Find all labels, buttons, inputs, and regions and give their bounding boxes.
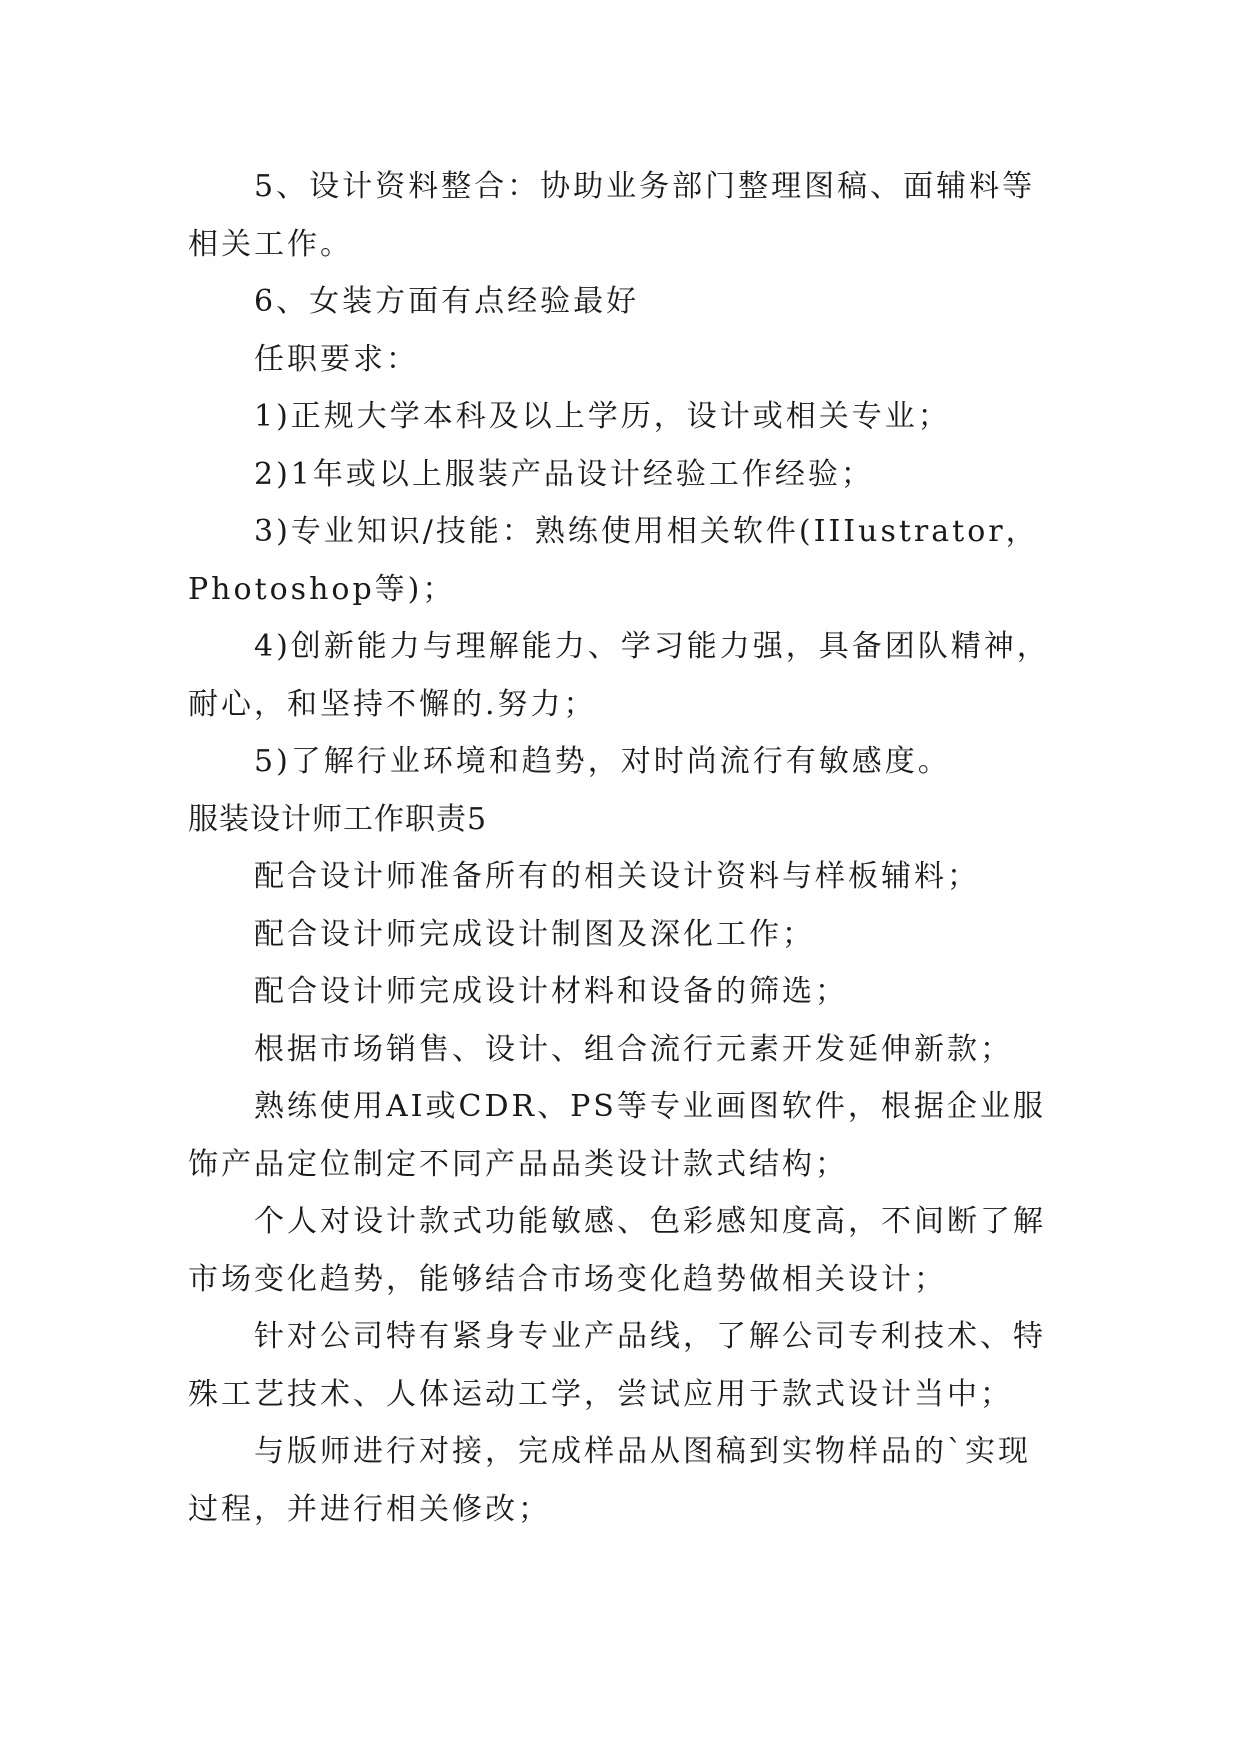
duty-item: 熟练使用AI或CDR、PS等专业画图软件，根据企业服 [254,1089,1046,1124]
duty-item-continued: 殊工艺技术、人体运动工学，尝试应用于款式设计当中； [188,1376,1013,1412]
requirement-item: 1)正规大学本科及以上学历，设计或相关专业； [254,399,951,434]
document-body [188,158,1068,1538]
paragraph-line: 6、女装方面有点经验最好 [254,284,640,319]
duty-item-continued: 过程，并进行相关修改； [188,1491,551,1527]
requirement-item: 5)了解行业环境和趋势，对时尚流行有敏感度。 [254,744,951,779]
section-heading: 服装设计师工作职责5 [188,801,488,837]
duty-item: 针对公司特有紧身专业产品线，了解公司专利技术、特 [254,1319,1046,1354]
requirement-item: 4)创新能力与理解能力、学习能力强，具备团队精神， [254,629,1050,664]
requirement-item-continued: Photoshop等)； [188,571,456,607]
requirement-item: 2)1年或以上服装产品设计经验工作经验； [254,456,874,492]
duty-item: 配合设计师完成设计材料和设备的筛选； [254,974,848,1009]
duty-item-continued: 市场变化趋势，能够结合市场变化趋势做相关设计； [188,1261,947,1297]
paragraph-line: 相关工作。 [188,226,353,262]
duty-item: 配合设计师准备所有的相关设计资料与样板辅料； [254,859,980,894]
duty-item: 配合设计师完成设计制图及深化工作； [254,916,815,952]
paragraph-line: 5、设计资料整合：协助业务部门整理图稿、面辅料等 [254,169,1036,204]
duty-item: 根据市场销售、设计、组合流行元素开发延伸新款； [254,1031,1013,1067]
requirement-item: 3)专业知识/技能：熟练使用相关软件(IIIustrator， [254,514,1039,549]
section-label: 任职要求： [254,341,419,377]
duty-item-continued: 饰产品定位制定不同产品品类设计款式结构； [188,1146,848,1182]
requirement-item-continued: 耐心，和坚持不懈的.努力； [188,686,597,722]
duty-item: 个人对设计款式功能敏感、色彩感知度高，不间断了解 [254,1204,1046,1239]
duty-item: 与版师进行对接，完成样品从图稿到实物样品的`实现 [254,1434,1031,1469]
